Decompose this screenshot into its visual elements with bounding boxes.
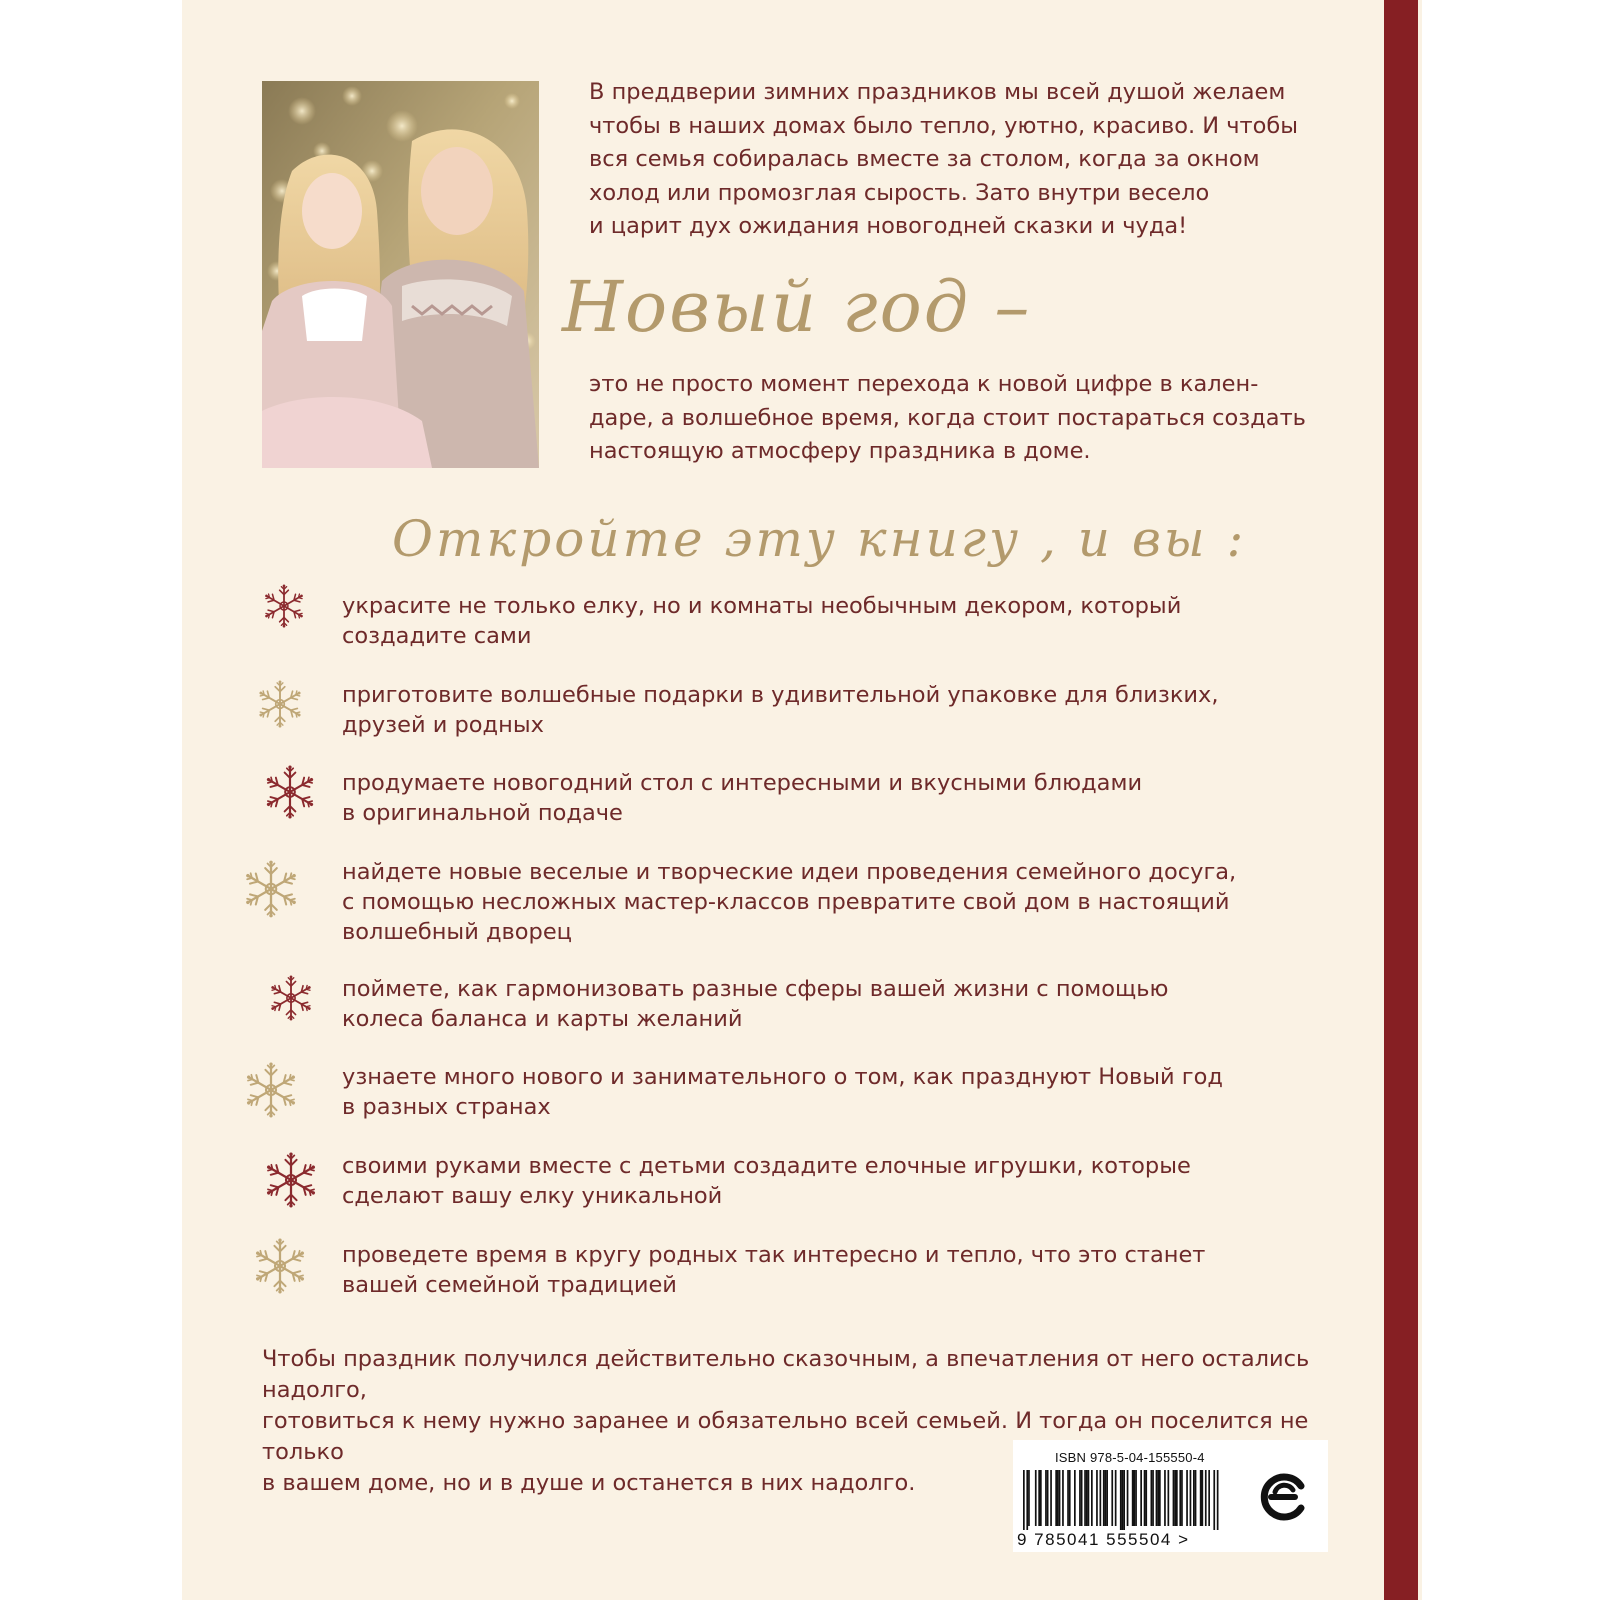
list-item <box>342 857 1282 947</box>
list-item <box>342 1151 1282 1211</box>
list-item-line: продумаете новогодний стол с интересными и вкусными блюдами <box>342 770 1143 796</box>
continuation-line: настоящую атмосферу праздника в доме. <box>589 438 1091 464</box>
intro-line: холод или промозглая сырость. Зато внутри весело <box>589 179 1210 206</box>
list-item-line: сделают вашу елку уникальной <box>342 1183 723 1209</box>
list-item <box>342 680 1282 740</box>
intro-paragraph <box>589 76 1349 244</box>
snowflake-icon <box>263 765 317 823</box>
list-item-line: колеса баланса и карты желаний <box>342 1006 743 1032</box>
list-item-line: своими руками вместе с детьми создадите елочные игрушки, которые <box>342 1153 1191 1179</box>
list-item-line: приготовите волшебные подарки в удивительной упаковке для близких, <box>342 682 1219 708</box>
list-item-line: друзей и родных <box>342 712 544 738</box>
snowflake-icon <box>256 680 304 732</box>
closing-line: готовиться к нему нужно заранее и обязательно всей семьей. И тогда он поселится не только <box>262 1408 1309 1465</box>
snowflake-icon <box>263 1152 319 1212</box>
list-item-line: создадите сами <box>342 623 532 649</box>
headline: Новый год – <box>562 266 1032 348</box>
list-item-line: вашей семейной традицией <box>342 1272 677 1298</box>
snowflake-icon <box>252 1238 308 1298</box>
list-item-line: проведете время в кругу родных так интересно и тепло, что это станет <box>342 1242 1206 1268</box>
list-item-line: в оригинальной подаче <box>342 800 623 826</box>
list-item <box>342 768 1282 828</box>
isbn-label: ISBN 978-5-04-155550-4 <box>1055 1450 1205 1465</box>
list-item-line: найдете новые веселые и творческие идеи проведения семейного досуга, <box>342 859 1237 885</box>
snowflake-icon <box>268 975 314 1025</box>
ean-digits: 9 785041 555504 > <box>1017 1530 1190 1549</box>
list-item-line: волшебный дворец <box>342 919 572 945</box>
list-item-line: узнаете много нового и занимательного о том, как празднуют Новый год <box>342 1064 1223 1090</box>
continuation-line: это не просто момент перехода к новой цифре в кален- <box>589 371 1259 397</box>
list-item-line: украсите не только елку, но и комнаты необычным декором, который <box>342 593 1182 619</box>
cover-photo <box>262 81 539 468</box>
intro-line: В преддверии зимних праздников мы всей душой желаем <box>589 79 1286 105</box>
list-item-line: поймете, как гармонизовать разные сферы вашей жизни с помощью <box>342 976 1169 1002</box>
closing-line: Чтобы праздник получился действительно сказочным, а впечатления от него остались надолго, <box>262 1346 1310 1403</box>
snowflake-icon <box>242 860 300 922</box>
headline-continuation <box>589 368 1349 469</box>
eksmo-logo-icon <box>1255 1468 1311 1524</box>
closing-line: в вашем доме, но и в душе и останется в них надолго. <box>262 1470 916 1496</box>
intro-line: чтобы в наших домах было тепло, уютно, красиво. И чтобы <box>589 112 1299 139</box>
list-item <box>342 1062 1282 1122</box>
intro-line: и царит дух ожидания новогодней сказки и чуда! <box>589 213 1188 239</box>
barcode-block <box>1013 1440 1328 1552</box>
snowflake-icon <box>262 584 306 632</box>
continuation-line: даре, а волшебное время, когда стоит постараться создать <box>589 404 1306 431</box>
list-item-line: с помощью несложных мастер-классов превратите свой дом в настоящий <box>342 889 1230 915</box>
list-item-line: в разных странах <box>342 1094 551 1120</box>
spine-strip <box>1384 0 1418 1600</box>
list-item <box>342 1240 1282 1300</box>
intro-line: вся семья собиралась вместе за столом, когда за окном <box>589 146 1260 172</box>
snowflake-icon <box>243 1062 299 1122</box>
list-item <box>342 974 1282 1034</box>
barcode-icon <box>1023 1470 1219 1530</box>
list-item <box>342 591 1282 651</box>
section-title: Откройте эту книгу , и вы : <box>392 510 1247 568</box>
